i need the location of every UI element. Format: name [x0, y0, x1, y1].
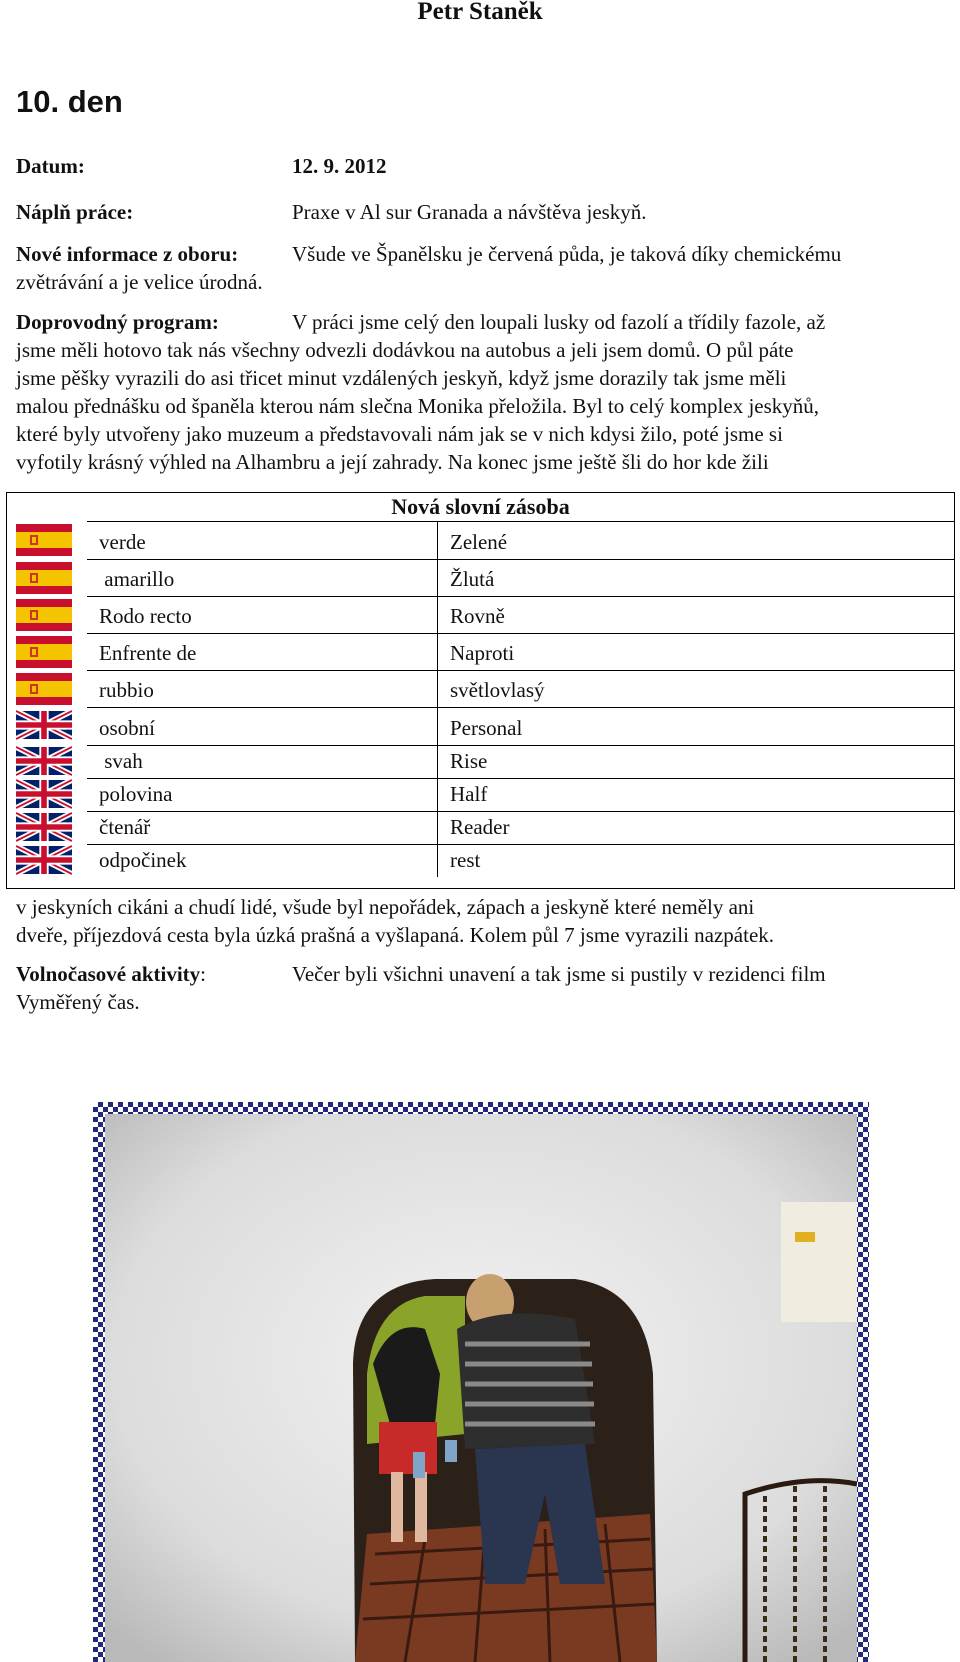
photo-frame: [93, 1102, 869, 1662]
cave-photo-illustration: [105, 1114, 857, 1662]
vocab-word: rubbio: [99, 678, 154, 702]
work-value: Praxe v Al sur Granada a návštěva jeskyň.: [292, 200, 647, 224]
program-label: Doprovodný program:: [16, 310, 219, 334]
vocabulary-title: Nová slovní zásoba: [391, 494, 570, 519]
vocab-word: polovina: [99, 782, 173, 806]
author-name: Petr Staněk: [417, 0, 543, 25]
date-value: 12. 9. 2012: [292, 154, 387, 178]
uk-flag-icon: [16, 710, 72, 746]
info-value: Všude ve Španělsku je červená půda, je taková díky chemickému: [292, 242, 842, 266]
program-line-4: malou přednášku od španěla kterou nám slečna Monika přeložila. Byl to celý komplex jeskyňů,: [16, 394, 820, 418]
spain-flag-icon: [16, 599, 72, 637]
vocab-translation: rest: [450, 848, 481, 872]
date-line: [16, 152, 946, 180]
vocab-word: odpočinek: [99, 848, 187, 872]
continuation-paragraph: [16, 893, 956, 949]
vocab-word: amarillo: [99, 567, 175, 591]
spain-flag-icon: [16, 524, 72, 562]
spain-flag-icon: [16, 636, 72, 674]
program-line-6: vyfotily krásný výhled na Alhambru a její zahrady. Na konec jsme ještě šli do hor kde žili: [16, 450, 769, 474]
vocab-translation: Half: [450, 782, 488, 806]
vocabulary-row: [7, 778, 954, 811]
vocab-translation: Personal: [450, 716, 523, 740]
vocabulary-table: [6, 492, 955, 889]
uk-flag-icon: [16, 845, 72, 881]
vocabulary-row: [7, 596, 954, 633]
uk-flag-icon: [16, 746, 72, 782]
vocab-word: svah: [99, 749, 143, 773]
vocab-translation: Rise: [450, 749, 488, 773]
vocab-translation: Rovně: [450, 604, 505, 628]
spain-flag-icon: [16, 673, 72, 711]
uk-flag-icon: [16, 812, 72, 848]
vocabulary-row: [7, 707, 954, 745]
program-line-2: jsme měli hotovo tak nás všechny odvezli dodávkou na autobus a jeli jsem domů. O půl páte: [16, 338, 794, 362]
vocab-word: verde: [99, 530, 146, 554]
vocabulary-row: [7, 745, 954, 778]
leisure-value: Večer byli všichni unavení a tak jsme si pustily v rezidenci film: [292, 962, 826, 986]
vocabulary-row: [7, 844, 954, 877]
vocabulary-row: [7, 633, 954, 670]
info-line-2: zvětrávání a je velice úrodná.: [16, 270, 263, 294]
vocabulary-row: [7, 670, 954, 707]
date-label: Datum:: [16, 154, 85, 178]
leisure-label: Volnočasové aktivity: [16, 962, 201, 986]
info-label: Nové informace z oboru:: [16, 242, 239, 266]
vocab-translation: Žlutá: [450, 567, 495, 591]
vocab-translation: Reader: [450, 815, 510, 839]
continuation-line-2: dveře, příjezdová cesta byla úzká prašná a vyšlapaná. Kolem půl 7 jsme vyrazili nazpátek.: [16, 923, 775, 947]
vocab-translation: Naproti: [450, 641, 515, 665]
uk-flag-icon: [16, 779, 72, 815]
vocab-word: Rodo recto: [99, 604, 192, 628]
leisure-line-2: Vyměřený čas.: [16, 990, 140, 1014]
vocab-translation: Zelené: [450, 530, 508, 554]
program-paragraph: [16, 308, 956, 476]
vocabulary-row: [7, 559, 954, 596]
day-title: 10. den: [16, 84, 123, 119]
leisure-colon: :: [200, 962, 206, 986]
continuation-line-1: v jeskyních cikáni a chudí lidé, všude byl nepořádek, zápach a jeskyně které neměly ani: [16, 895, 755, 919]
cave-photo: [105, 1114, 857, 1662]
spain-flag-icon: [16, 562, 72, 600]
vocab-translation: světlovlasý: [450, 678, 545, 702]
info-line: [16, 240, 946, 268]
program-line-5: které byly utvořeny jako muzeum a představovali nám jak se v nich kdysi žilo, poté jsme si: [16, 422, 783, 446]
program-line-1: V práci jsme celý den loupali lusky od fazolí a třídily fazole, až: [292, 310, 826, 334]
vocab-word: čtenář: [99, 815, 151, 839]
vocabulary-row: [7, 521, 954, 559]
program-line-3: jsme pěšky vyrazili do asi třicet minut vzdálených jeskyň, když jsme dorazily tak jsme měli: [16, 366, 787, 390]
leisure-paragraph: [16, 960, 956, 1016]
work-label: Náplň práce:: [16, 200, 134, 224]
vocab-word: osobní: [99, 716, 156, 740]
work-line: [16, 198, 946, 226]
vocab-word: Enfrente de: [99, 641, 197, 665]
vocabulary-row: [7, 811, 954, 844]
